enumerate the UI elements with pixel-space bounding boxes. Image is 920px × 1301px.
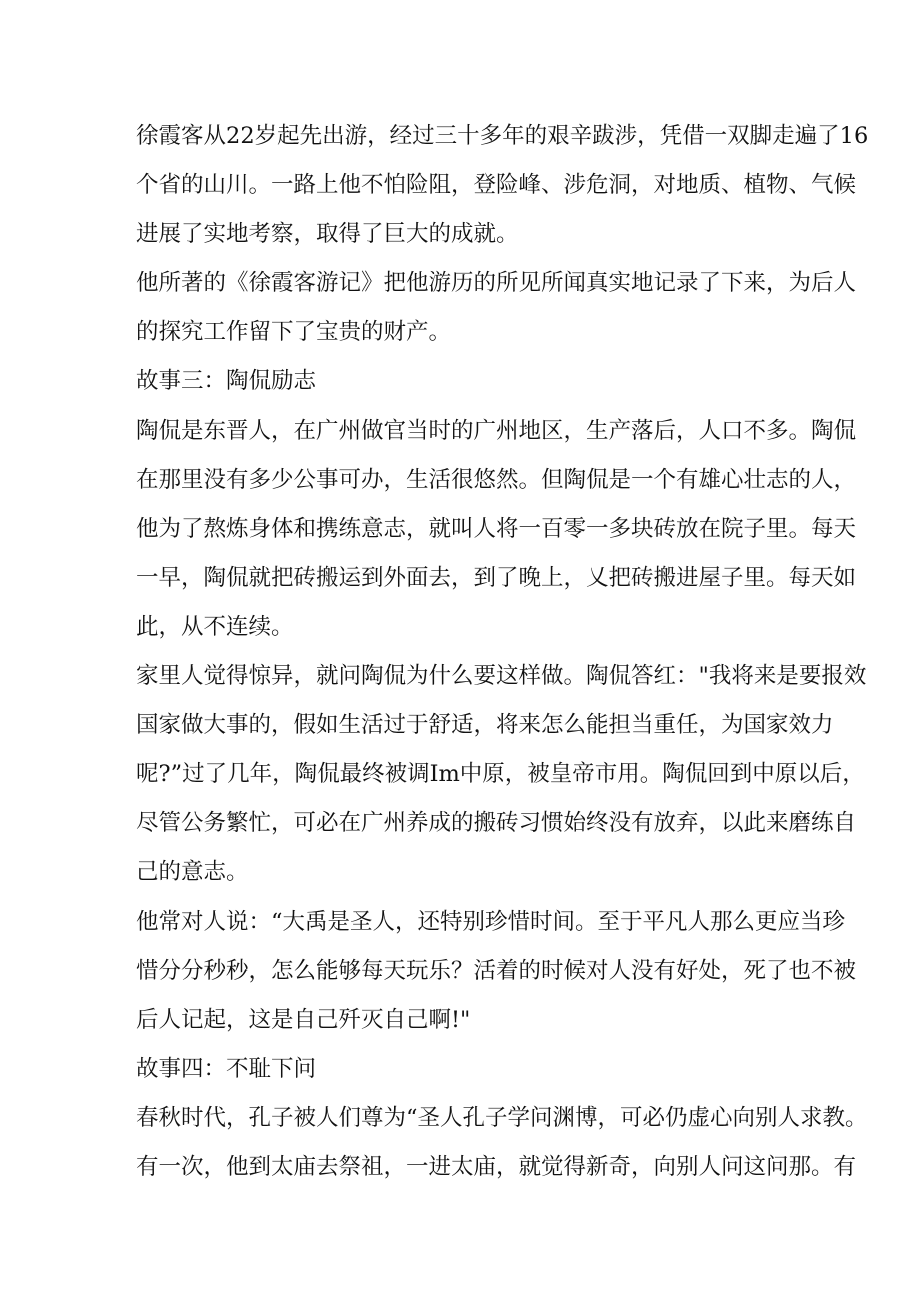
text-line: 一早，陶侃就把砖搬运到外面去，到了晚上，乂把砖搬进屋子里。每天如 (136, 564, 857, 591)
text-line: 尽管公务繁忙，可必在广州养成的搬砖习惯始终没有放弃，以此来磨练自 (136, 810, 857, 837)
story-heading: 故事三：陶侃励志 (136, 368, 317, 395)
paragraph-tao-kan-quote (136, 898, 857, 1045)
text-line: 的探究工作留下了宝贵的财产。 (136, 319, 452, 346)
paragraph-xu-xiake-book (136, 259, 857, 357)
text-line: 春秋时代，孔子被人们尊为“圣人孔子学问渊博，可必仍虚心向别人求教。 (136, 1104, 868, 1131)
document-page (136, 112, 869, 1192)
text-line: 己的意志。 (136, 859, 249, 886)
text-line: 他为了熬炼身体和携练意志，就叫人将一百零一多块砖放在院子里。每天 (136, 515, 857, 542)
text-line: 他常对人说：“大禹是圣人，还特别珍惜时间。至于平凡人那么更应当珍 (136, 908, 846, 935)
text-line: 此，从不连续。 (136, 613, 294, 640)
heading-story-four (136, 1045, 796, 1094)
paragraph-tao-kan-bricks (136, 407, 857, 652)
text-line: 家里人觉得惊异，就问陶侃为什么要这样做。陶侃答红："我将来是要报效 (136, 663, 867, 690)
paragraph-xu-xiake-travels (136, 112, 869, 259)
text-line: 他所著的《徐霞客游记》把他游历的所见所闻真实地记录了下来，为后人 (136, 270, 857, 297)
text-line: 陶侃是东晋人，在广州做官当时的广州地区，生产落后，人口不多。陶侃 (136, 417, 857, 444)
text-line: 有一次，他到太庙去祭祖，一进太庙，就觉得新奇，向别人问这问那。有 (136, 1153, 857, 1180)
text-line: 进展了实地考察，取得了巨大的成就。 (136, 221, 519, 248)
paragraph-tao-kan-reason (136, 652, 867, 897)
text-line: 后人记起，这是自己歼灭自己啊!" (136, 1006, 471, 1033)
paragraph-confucius (136, 1094, 868, 1192)
text-line: 徐霞客从22岁起先出游，经过三十多年的艰辛跋涉，凭借一双脚走遍了16 (136, 123, 869, 149)
text-line: 在那里没有多少公事可办，生活很悠然。但陶侃是一个有雄心壮志的人， (136, 466, 857, 493)
text-line: 国家做大事的，假如生活过于舒适，将来怎么能担当重任，为国家效力 (136, 712, 834, 739)
text-line: 个省的山川。一路上他不怕险阻，登险峰、涉危洞，对地质、植物、气候 (136, 172, 857, 199)
text-line: 呢?”过了几年，陶侃最终被调Im中原，被皇帝市用。陶侃回到中原以后， (136, 761, 865, 788)
text-line: 惜分分秒秒，怎么能够每天玩乐？活着的时候对人没有好处，死了也不被 (136, 957, 857, 984)
story-heading: 故事四：不耻下问 (136, 1055, 317, 1082)
heading-story-three (136, 357, 796, 406)
